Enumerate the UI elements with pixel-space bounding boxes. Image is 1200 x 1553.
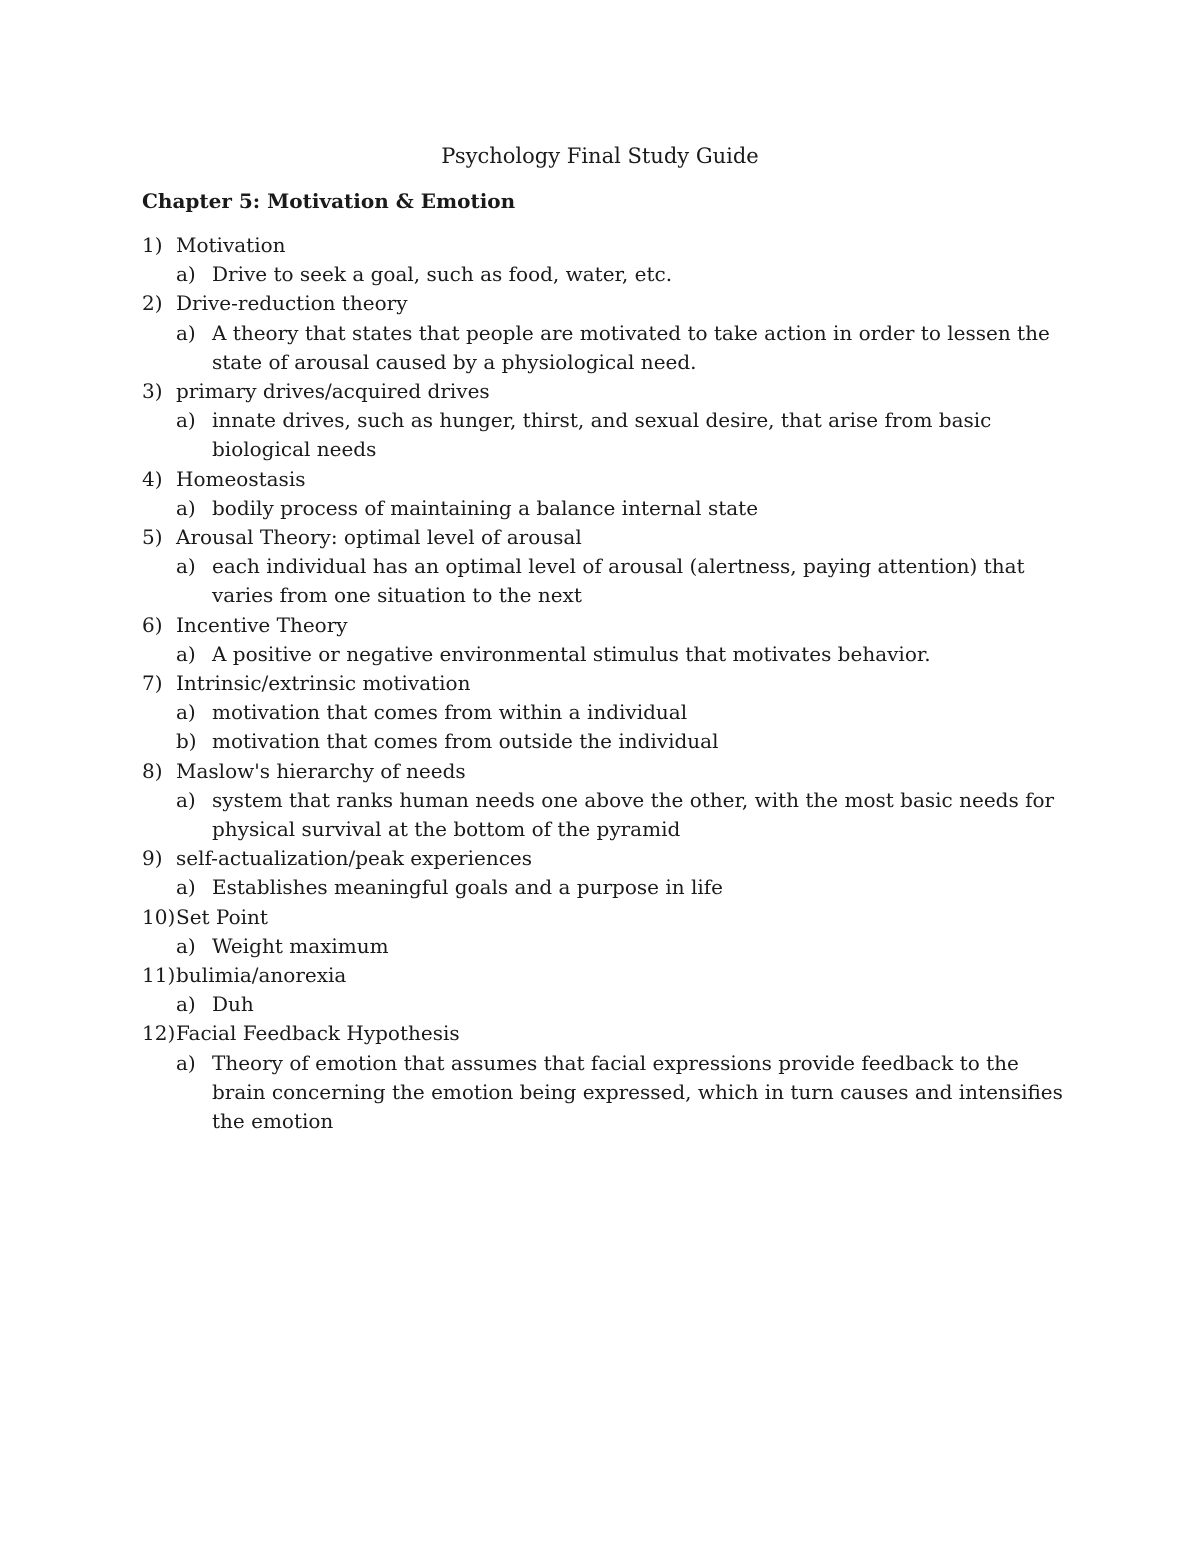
- subitem-text: Duh: [212, 992, 254, 1017]
- subitem-text: motivation that comes from within a individual: [212, 700, 688, 725]
- topic-label: self-actualization/peak experiences: [176, 846, 533, 871]
- topic-sublist: [176, 494, 1077, 523]
- subitem-text: Drive to seek a goal, such as food, water, etc.: [212, 262, 673, 287]
- topic-number: 5): [142, 525, 163, 550]
- topic-label: Drive-reduction theory: [176, 291, 408, 316]
- outline-subitem: [176, 406, 1077, 464]
- outline-subitem: [176, 319, 1077, 377]
- outline-topic: [142, 289, 1077, 377]
- topic-sublist: [176, 319, 1077, 377]
- topic-number: 7): [142, 671, 163, 696]
- outline-topic: [142, 231, 1077, 289]
- subitem-letter: a): [176, 787, 196, 812]
- chapter-heading: Chapter 5: Motivation & Emotion: [142, 189, 516, 213]
- outline-subitem: [176, 640, 1077, 669]
- topic-sublist: [176, 990, 1077, 1019]
- topic-sublist: [176, 786, 1077, 844]
- outline-topic: [142, 757, 1077, 845]
- outline-topic: [142, 377, 1077, 465]
- topic-number: 1): [142, 233, 163, 257]
- subitem-letter: a): [176, 320, 196, 345]
- topic-sublist: [176, 640, 1077, 669]
- topic-sublist: [176, 260, 1077, 289]
- subitem-letter: a): [176, 992, 196, 1017]
- topic-label: primary drives/acquired drives: [176, 379, 490, 404]
- outline-subitem: [176, 873, 1077, 902]
- subitem-letter: a): [176, 1050, 196, 1075]
- outline-topic: [142, 844, 1077, 902]
- outline-subitem: [176, 260, 1077, 289]
- topic-number: 12): [142, 1021, 176, 1046]
- subitem-text: A positive or negative environmental stimulus that motivates behavior.: [212, 641, 931, 666]
- topic-label: Motivation: [176, 233, 286, 257]
- topic-number: 6): [142, 612, 163, 637]
- subitem-letter: b): [176, 729, 197, 754]
- subitem-letter: a): [176, 875, 196, 900]
- subitem-letter: a): [176, 554, 196, 579]
- subitem-letter: a): [176, 700, 196, 725]
- subitem-letter: a): [176, 495, 196, 520]
- outline-subitem: [176, 552, 1077, 610]
- topic-label: Maslow's hierarchy of needs: [176, 758, 466, 783]
- subitem-text: Weight maximum: [212, 933, 389, 958]
- subitem-text: Establishes meaningful goals and a purpose in life: [212, 875, 723, 900]
- subitem-letter: a): [176, 933, 196, 958]
- outline-subitem: [176, 727, 1077, 756]
- outline-subitem: [176, 990, 1077, 1019]
- outline-topic: [142, 611, 1077, 669]
- outline-topic: [142, 523, 1077, 611]
- outline-topic: [142, 669, 1077, 757]
- topic-sublist: [176, 406, 1077, 464]
- outline-topic: [142, 903, 1077, 961]
- outline-topic: [142, 961, 1077, 1019]
- outline-topic: [142, 465, 1077, 523]
- subitem-text: each individual has an optimal level of arousal (alertness, paying attention) that varies from one situation to the next: [212, 554, 1025, 608]
- outline-subitem: [176, 698, 1077, 727]
- topic-label: Arousal Theory: optimal level of arousal: [176, 525, 582, 550]
- subitem-letter: a): [176, 262, 196, 287]
- outline-subitem: [176, 932, 1077, 961]
- topic-number: 11): [142, 963, 176, 988]
- topic-sublist: [176, 552, 1077, 610]
- topic-number: 10): [142, 904, 176, 929]
- topic-number: 8): [142, 758, 163, 783]
- outline-subitem: [176, 786, 1077, 844]
- outline-subitem: [176, 1049, 1077, 1137]
- topic-sublist: [176, 932, 1077, 961]
- topic-label: Facial Feedback Hypothesis: [176, 1021, 460, 1046]
- topic-sublist: [176, 1049, 1077, 1137]
- topic-label: Homeostasis: [176, 466, 306, 491]
- topic-number: 2): [142, 291, 163, 316]
- topic-sublist: [176, 698, 1077, 756]
- subitem-text: motivation that comes from outside the individual: [212, 729, 719, 754]
- subitem-letter: a): [176, 641, 196, 666]
- topic-number: 9): [142, 846, 163, 871]
- topic-label: Incentive Theory: [176, 612, 348, 637]
- topic-label: bulimia/anorexia: [176, 963, 347, 988]
- subitem-text: innate drives, such as hunger, thirst, and sexual desire, that arise from basic biological needs: [212, 408, 992, 462]
- outline-subitem: [176, 494, 1077, 523]
- subitem-text: A theory that states that people are motivated to take action in order to lessen the state of arousal caused by a physiological need.: [212, 320, 1050, 374]
- outline-topic: [142, 1019, 1077, 1136]
- study-outline: [142, 231, 1077, 1136]
- subitem-letter: a): [176, 408, 196, 433]
- topic-number: 3): [142, 379, 163, 404]
- topic-label: Set Point: [176, 904, 268, 929]
- subitem-text: Theory of emotion that assumes that facial expressions provide feedback to the brain concerning the emotion being expressed, which in turn causes and intensifies the emotion: [212, 1050, 1063, 1134]
- topic-sublist: [176, 873, 1077, 902]
- topic-number: 4): [142, 466, 163, 491]
- document-title: Psychology Final Study Guide: [441, 144, 759, 168]
- topic-label: Intrinsic/extrinsic motivation: [176, 671, 471, 696]
- subitem-text: bodily process of maintaining a balance internal state: [212, 495, 759, 520]
- subitem-text: system that ranks human needs one above the other, with the most basic needs for physical survival at the bottom of the pyramid: [212, 787, 1055, 842]
